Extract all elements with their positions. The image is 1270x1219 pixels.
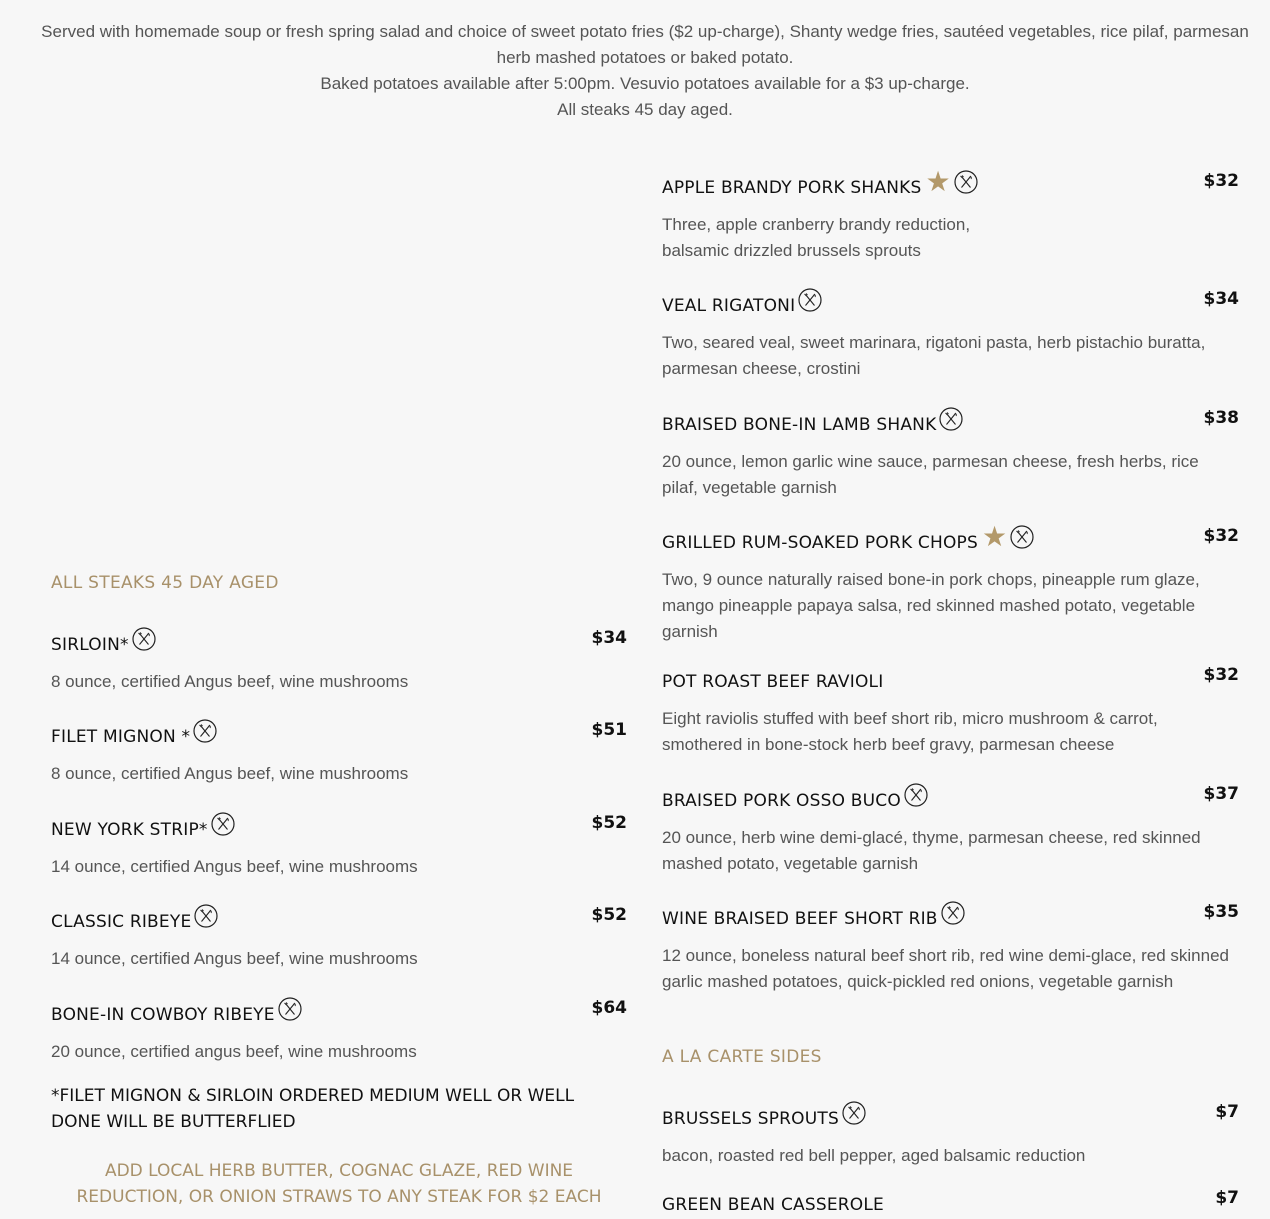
menu-item-rum-soaked-pork-chops [662,522,1239,645]
menu-item-classic-ribeye [51,901,627,972]
fork-knife-icon [278,997,302,1021]
butterflied-note: *FILET MIGNON & SIRLOIN ORDERED MEDIUM WELL OR WELL DONE WILL BE BUTTERFLIED [51,1086,575,1132]
sides-section-title: A LA CARTE SIDES [662,1047,822,1067]
item-price: $51 [591,720,627,740]
menu-item-veal-rigatoni [662,285,1239,382]
fork-knife-icon [939,407,963,431]
menu-item-wine-braised-short-rib [662,898,1239,995]
item-price: $7 [1215,1102,1239,1122]
item-description: 8 ounce, certified Angus beef, wine mushrooms [51,672,409,691]
item-description: 20 ounce, certified angus beef, wine mushrooms [51,1042,417,1061]
fork-knife-icon [798,288,822,312]
item-description: 14 ounce, certified Angus beef, wine mushrooms [51,857,418,876]
item-price: $32 [1203,665,1239,685]
star-icon: ★ [982,520,1008,553]
item-description: Three, apple cranberry brandy reduction, balsamic drizzled brussels sprouts [662,215,971,260]
item-name: WINE BRAISED BEEF SHORT RIB [662,909,938,929]
fork-knife-icon [941,901,965,925]
steaks-section-title: ALL STEAKS 45 DAY AGED [51,573,279,593]
fork-knife-icon [211,812,235,836]
item-price: $7 [1215,1188,1239,1208]
item-name: POT ROAST BEEF RAVIOLI [662,672,884,692]
item-name: FILET MIGNON * [51,727,191,747]
item-name: GREEN BEAN CASSEROLE [662,1195,884,1215]
fork-knife-icon [954,170,978,194]
steaks-column [51,0,627,1219]
item-name: BRAISED PORK OSSO BUCO [662,791,901,811]
intro-line-1: Served with homemade soup or fresh spring salad and choice of sweet potato fries ($2 up-charge), Shanty wedge fries, sautéed vegetables, rice pilaf, parmesan herb mashed potatoes or baked potato. [41,22,1249,67]
fork-knife-icon [1010,525,1034,549]
item-price: $64 [591,998,627,1018]
item-price: $52 [591,905,627,925]
top-decorative-icon [635,0,651,2]
item-name: NEW YORK STRIP* [51,820,208,840]
steak-addon-note: ADD LOCAL HERB BUTTER, COGNAC GLAZE, RED WINE REDUCTION, OR ONION STRAWS TO ANY STEAK FOR $2 EACH [76,1161,602,1207]
side-item-green-bean-casserole [662,1184,1239,1218]
item-name: SIRLOIN* [51,635,129,655]
item-description: Two, 9 ounce naturally raised bone-in pork chops, pineapple rum glaze, mango pineapple papaya salsa, red skinned mashed potato, vegetable garnish [662,570,1200,641]
menu-item-braised-lamb-shank [662,404,1239,501]
item-price: $34 [591,628,627,648]
item-name: BONE-IN COWBOY RIBEYE [51,1005,275,1025]
fork-knife-icon [842,1101,866,1125]
menu-item-apple-brandy-pork-shanks [662,167,1239,264]
item-name: CLASSIC RIBEYE [51,912,192,932]
item-name: GRILLED RUM-SOAKED PORK CHOPS [662,533,978,553]
item-description: Two, seared veal, sweet marinara, rigatoni pasta, herb pistachio buratta, parmesan cheese, crostini [662,333,1206,378]
fork-knife-icon [193,719,217,743]
menu-item-filet-mignon [51,716,627,787]
item-description: 20 ounce, herb wine demi-glacé, thyme, parmesan cheese, red skinned mashed potato, vegetable garnish [662,828,1201,873]
item-description: bacon, roasted red bell pepper, aged balsamic reduction [662,1146,1086,1165]
item-name: VEAL RIGATONI [662,296,796,316]
fork-knife-icon [904,783,928,807]
item-description: 14 ounce, certified Angus beef, wine mushrooms [51,949,418,968]
item-description: Eight raviolis stuffed with beef short rib, micro mushroom & carrot, smothered in bone-stock herb beef gravy, parmesan cheese [662,709,1158,754]
star-icon: ★ [925,165,951,198]
menu-item-new-york-strip [51,809,627,880]
menu-item-bone-in-cowboy-ribeye [51,994,627,1065]
item-name: BRUSSELS SPROUTS [662,1109,839,1129]
intro-line-2: Baked potatoes available after 5:00pm. Vesuvio potatoes available for a $3 up-charge. [320,74,970,93]
item-price: $34 [1203,289,1239,309]
side-item-brussels-sprouts [662,1098,1239,1169]
item-description: 8 ounce, certified Angus beef, wine mushrooms [51,764,409,783]
item-price: $37 [1203,784,1239,804]
entrees-column [662,0,1239,1219]
item-price: $32 [1203,526,1239,546]
menu-item-braised-pork-osso-buco [662,780,1239,877]
item-description: 20 ounce, lemon garlic wine sauce, parmesan cheese, fresh herbs, rice pilaf, vegetable garnish [662,452,1199,497]
fork-knife-icon [194,904,218,928]
item-price: $52 [591,813,627,833]
item-name: APPLE BRANDY PORK SHANKS [662,178,922,198]
fork-knife-icon [132,627,156,651]
item-price: $38 [1203,408,1239,428]
item-price: $32 [1203,171,1239,191]
item-description: 12 ounce, boneless natural beef short rib, red wine demi-glace, red skinned garlic mashed potatoes, quick-pickled red onions, vegetable garnish [662,946,1230,991]
menu-item-sirloin [51,624,627,695]
intro-line-3: All steaks 45 day aged. [557,100,733,119]
menu-item-pot-roast-beef-ravioli [662,661,1239,758]
item-name: BRAISED BONE-IN LAMB SHANK [662,415,937,435]
item-price: $35 [1203,902,1239,922]
